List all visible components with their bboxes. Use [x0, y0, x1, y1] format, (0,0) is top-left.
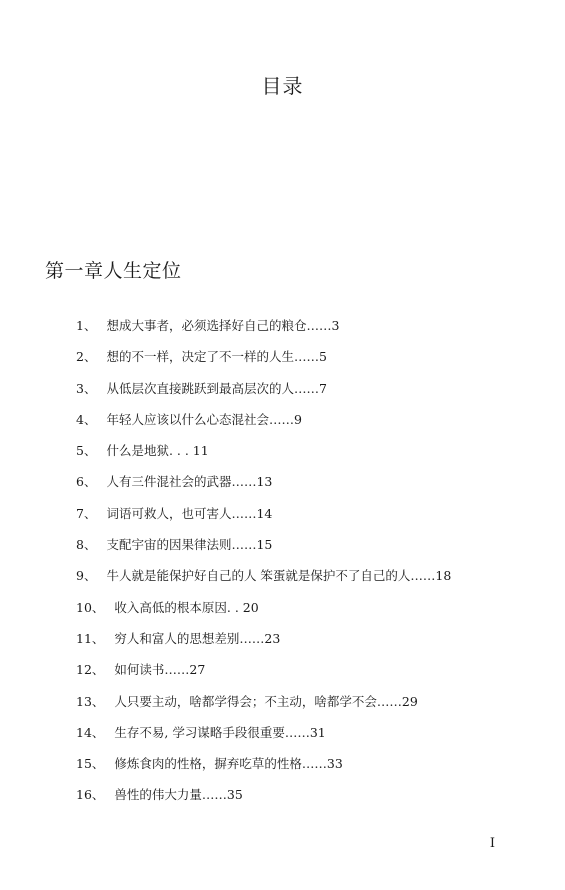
toc-entry[interactable]	[76, 410, 451, 441]
toc-entry-number: 16、	[76, 787, 105, 803]
toc-entry-text: 生存不易, 学习谋略手段很重要……31	[114, 724, 326, 740]
toc-entry-number: 12、	[76, 662, 105, 678]
toc-entry-text: 词语可救人，也可害人……14	[106, 505, 273, 521]
toc-entry-number: 11、	[76, 630, 105, 646]
toc-entry-text: 穷人和富人的思想差别……23	[114, 630, 281, 646]
toc-entry[interactable]	[76, 535, 451, 566]
toc-entry-text: 如何读书……27	[114, 662, 206, 678]
toc-entry-number: 3、	[76, 380, 97, 396]
toc-entry-number: 15、	[76, 756, 105, 772]
toc-entry-text: 兽性的伟大力量……35	[114, 787, 243, 803]
toc-entry-text: 人只要主动，啥都学得会；不主动，啥都学不会……29	[114, 693, 418, 709]
toc-entry-number: 1、	[76, 318, 97, 333]
toc-entry[interactable]	[76, 504, 451, 535]
toc-entry[interactable]	[76, 441, 451, 472]
toc-entry[interactable]	[76, 660, 451, 691]
toc-entry[interactable]	[76, 598, 451, 629]
toc-entry-text: 想的不一样，决定了不一样的人生……5	[106, 349, 327, 365]
toc-entry[interactable]	[76, 472, 451, 503]
toc-entry-text: 从低层次直接跳跃到最高层次的人……7	[106, 380, 327, 396]
toc-entry[interactable]	[76, 754, 451, 785]
toc-entry-text: 什么是地狱. . . 11	[106, 443, 209, 459]
toc-entry[interactable]	[76, 347, 451, 378]
toc-entry[interactable]	[76, 379, 451, 410]
toc-entry-number: 9、	[76, 568, 97, 584]
toc-entry-number: 5、	[76, 443, 97, 459]
toc-entry-text: 修炼食肉的性格，摒弃吃草的性格……33	[114, 756, 343, 772]
toc-entry-text: 年轻人应该以什么心态混社会……9	[106, 411, 302, 427]
toc-entry-text: 收入高低的根本原因. . 20	[114, 599, 259, 615]
toc-entry-text: 人有三件混社会的武器……13	[106, 474, 273, 490]
toc-entry-number: 13、	[76, 693, 105, 709]
toc-entry-number: 7、	[76, 505, 97, 521]
toc-entry[interactable]	[76, 629, 451, 660]
toc-entry[interactable]	[76, 723, 451, 754]
toc-entry-text: 支配宇宙的因果律法则……15	[106, 537, 273, 553]
toc-entry[interactable]	[76, 692, 451, 723]
table-of-contents	[76, 316, 451, 817]
toc-entry-number: 4、	[76, 411, 97, 427]
toc-entry-text: 想成大事者，必须选择好自己的粮仓……3	[106, 318, 340, 333]
toc-entry[interactable]	[76, 566, 451, 597]
page-number: I	[489, 836, 495, 851]
toc-entry-number: 14、	[76, 724, 105, 740]
toc-entry-number: 10、	[76, 599, 105, 615]
toc-entry[interactable]	[76, 785, 451, 816]
chapter-title: 第一章人生定位	[45, 260, 182, 282]
toc-entry-number: 8、	[76, 537, 97, 553]
toc-entry[interactable]	[76, 316, 451, 347]
toc-entry-number: 6、	[76, 474, 97, 490]
toc-entry-text: 牛人就是能保护好自己的人 笨蛋就是保护不了自己的人……18	[106, 568, 452, 584]
toc-entry-number: 2、	[76, 349, 97, 365]
document-title: 目录	[261, 74, 304, 98]
